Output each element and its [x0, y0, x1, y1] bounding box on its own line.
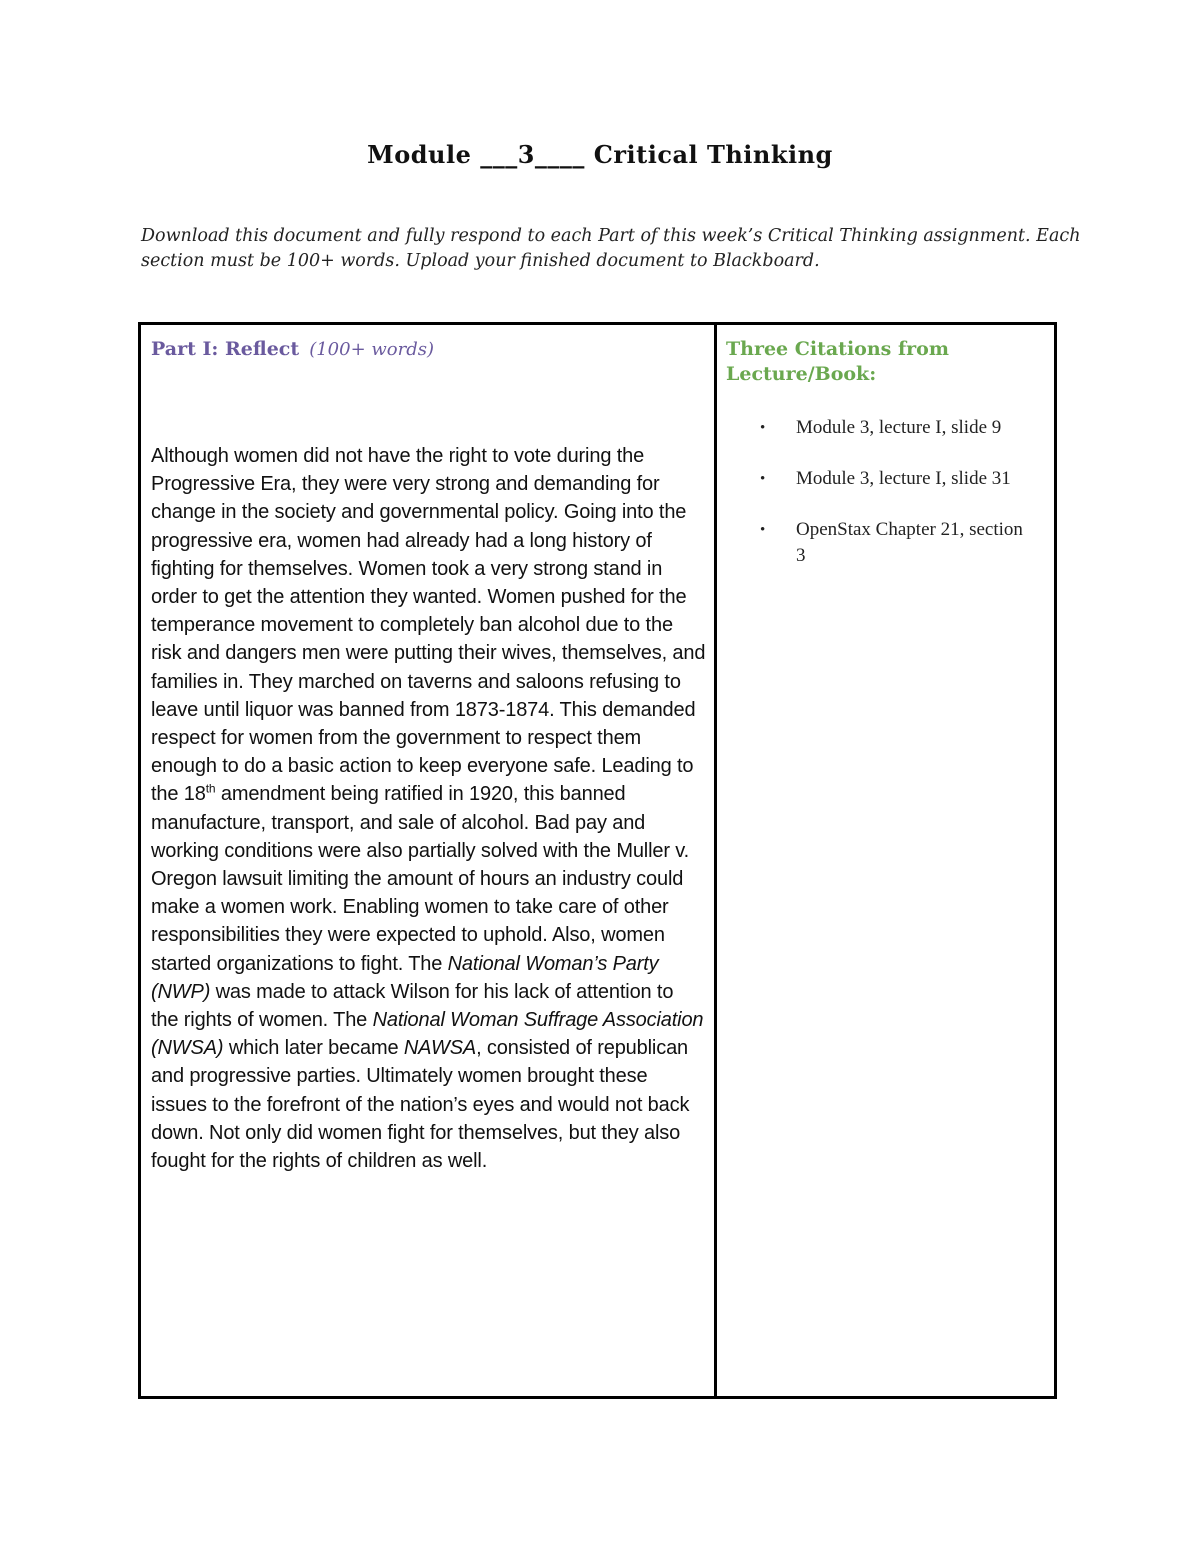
word-count-hint: (100+ words): [309, 339, 435, 360]
bullet-icon: •: [760, 420, 766, 436]
citations-list: [726, 415, 1046, 569]
citation-text: Module 3, lecture I, slide 31: [796, 468, 1011, 489]
citations-cell: [717, 325, 1054, 1396]
citation-text: OpenStax Chapter 21, section 3: [796, 519, 1023, 566]
organization-name-nwsa: National Woman Suffrage Association (NWSA): [151, 1009, 704, 1060]
essay-paragraph: [151, 442, 706, 1175]
citation-text: Module 3, lecture I, slide 9: [796, 417, 1002, 438]
essay-text-4: which later became: [223, 1037, 404, 1060]
instructions-text: Download this document and fully respond to each Part of this week’s Critical Thinking assignment. Each section must be 100+ words. Upload your finished document to Blackboard.: [141, 226, 1081, 271]
part-heading: [151, 337, 706, 362]
citation-item: [726, 466, 1046, 492]
page-title: Module ___3____ Critical Thinking: [367, 140, 833, 169]
citation-item: [726, 415, 1046, 441]
essay-text-1: Although women did not have the right to vote during the Progressive Era, they were very strong and demanding for change in the society and governmental policy. Going into the progressive era, women had already had a long history of fighting for themselves. Women took a very strong stand in order to get the attention they wanted. Women pushed for the temperance movement to completely ban alcohol due to the risk and dangers men were putting their wives, themselves, and families in. They marched on taverns and saloons refusing to leave until liquor was banned from 1873-1874. This demanded respect for women from the government to respect them enough to do a basic action to keep everyone safe. Leading to the 18: [151, 445, 706, 806]
citations-heading: Three Citations from Lecture/Book:: [726, 338, 949, 385]
essay-text-2: amendment being ratified in 1920, this banned manufacture, transport, and sale of alcohol. Bad pay and working conditions were also partially solved with the Muller v. Oregon lawsuit limiting the amount of hours an industry could make a women work. Enabling women to take care of other responsibilities they were expected to uphold. Also, women started organizations to fight. The: [151, 783, 690, 975]
essay-text-5: , consisted of republican and progressive parties. Ultimately women brought these issues to the forefront of the nation’s eyes and would not back down. Not only did women fight for themselves, but they also fought for the rights of children as well.: [151, 1037, 690, 1173]
bullet-icon: •: [760, 471, 766, 487]
reflection-essay: [151, 442, 706, 1175]
organization-name-nwp: National Woman’s Party (NWP): [151, 952, 659, 1003]
ordinal-superscript: th: [205, 781, 216, 796]
assignment-table: [138, 322, 1057, 1399]
citation-item: [726, 517, 1046, 569]
part-heading-label: Part I: Reflect: [151, 338, 300, 360]
essay-text-3: was made to attack Wilson for his lack of attention to the rights of women. The: [151, 980, 674, 1032]
organization-name-nawsa: NAWSA: [403, 1037, 477, 1060]
reflect-cell: [141, 325, 717, 1396]
bullet-icon: •: [760, 522, 766, 538]
